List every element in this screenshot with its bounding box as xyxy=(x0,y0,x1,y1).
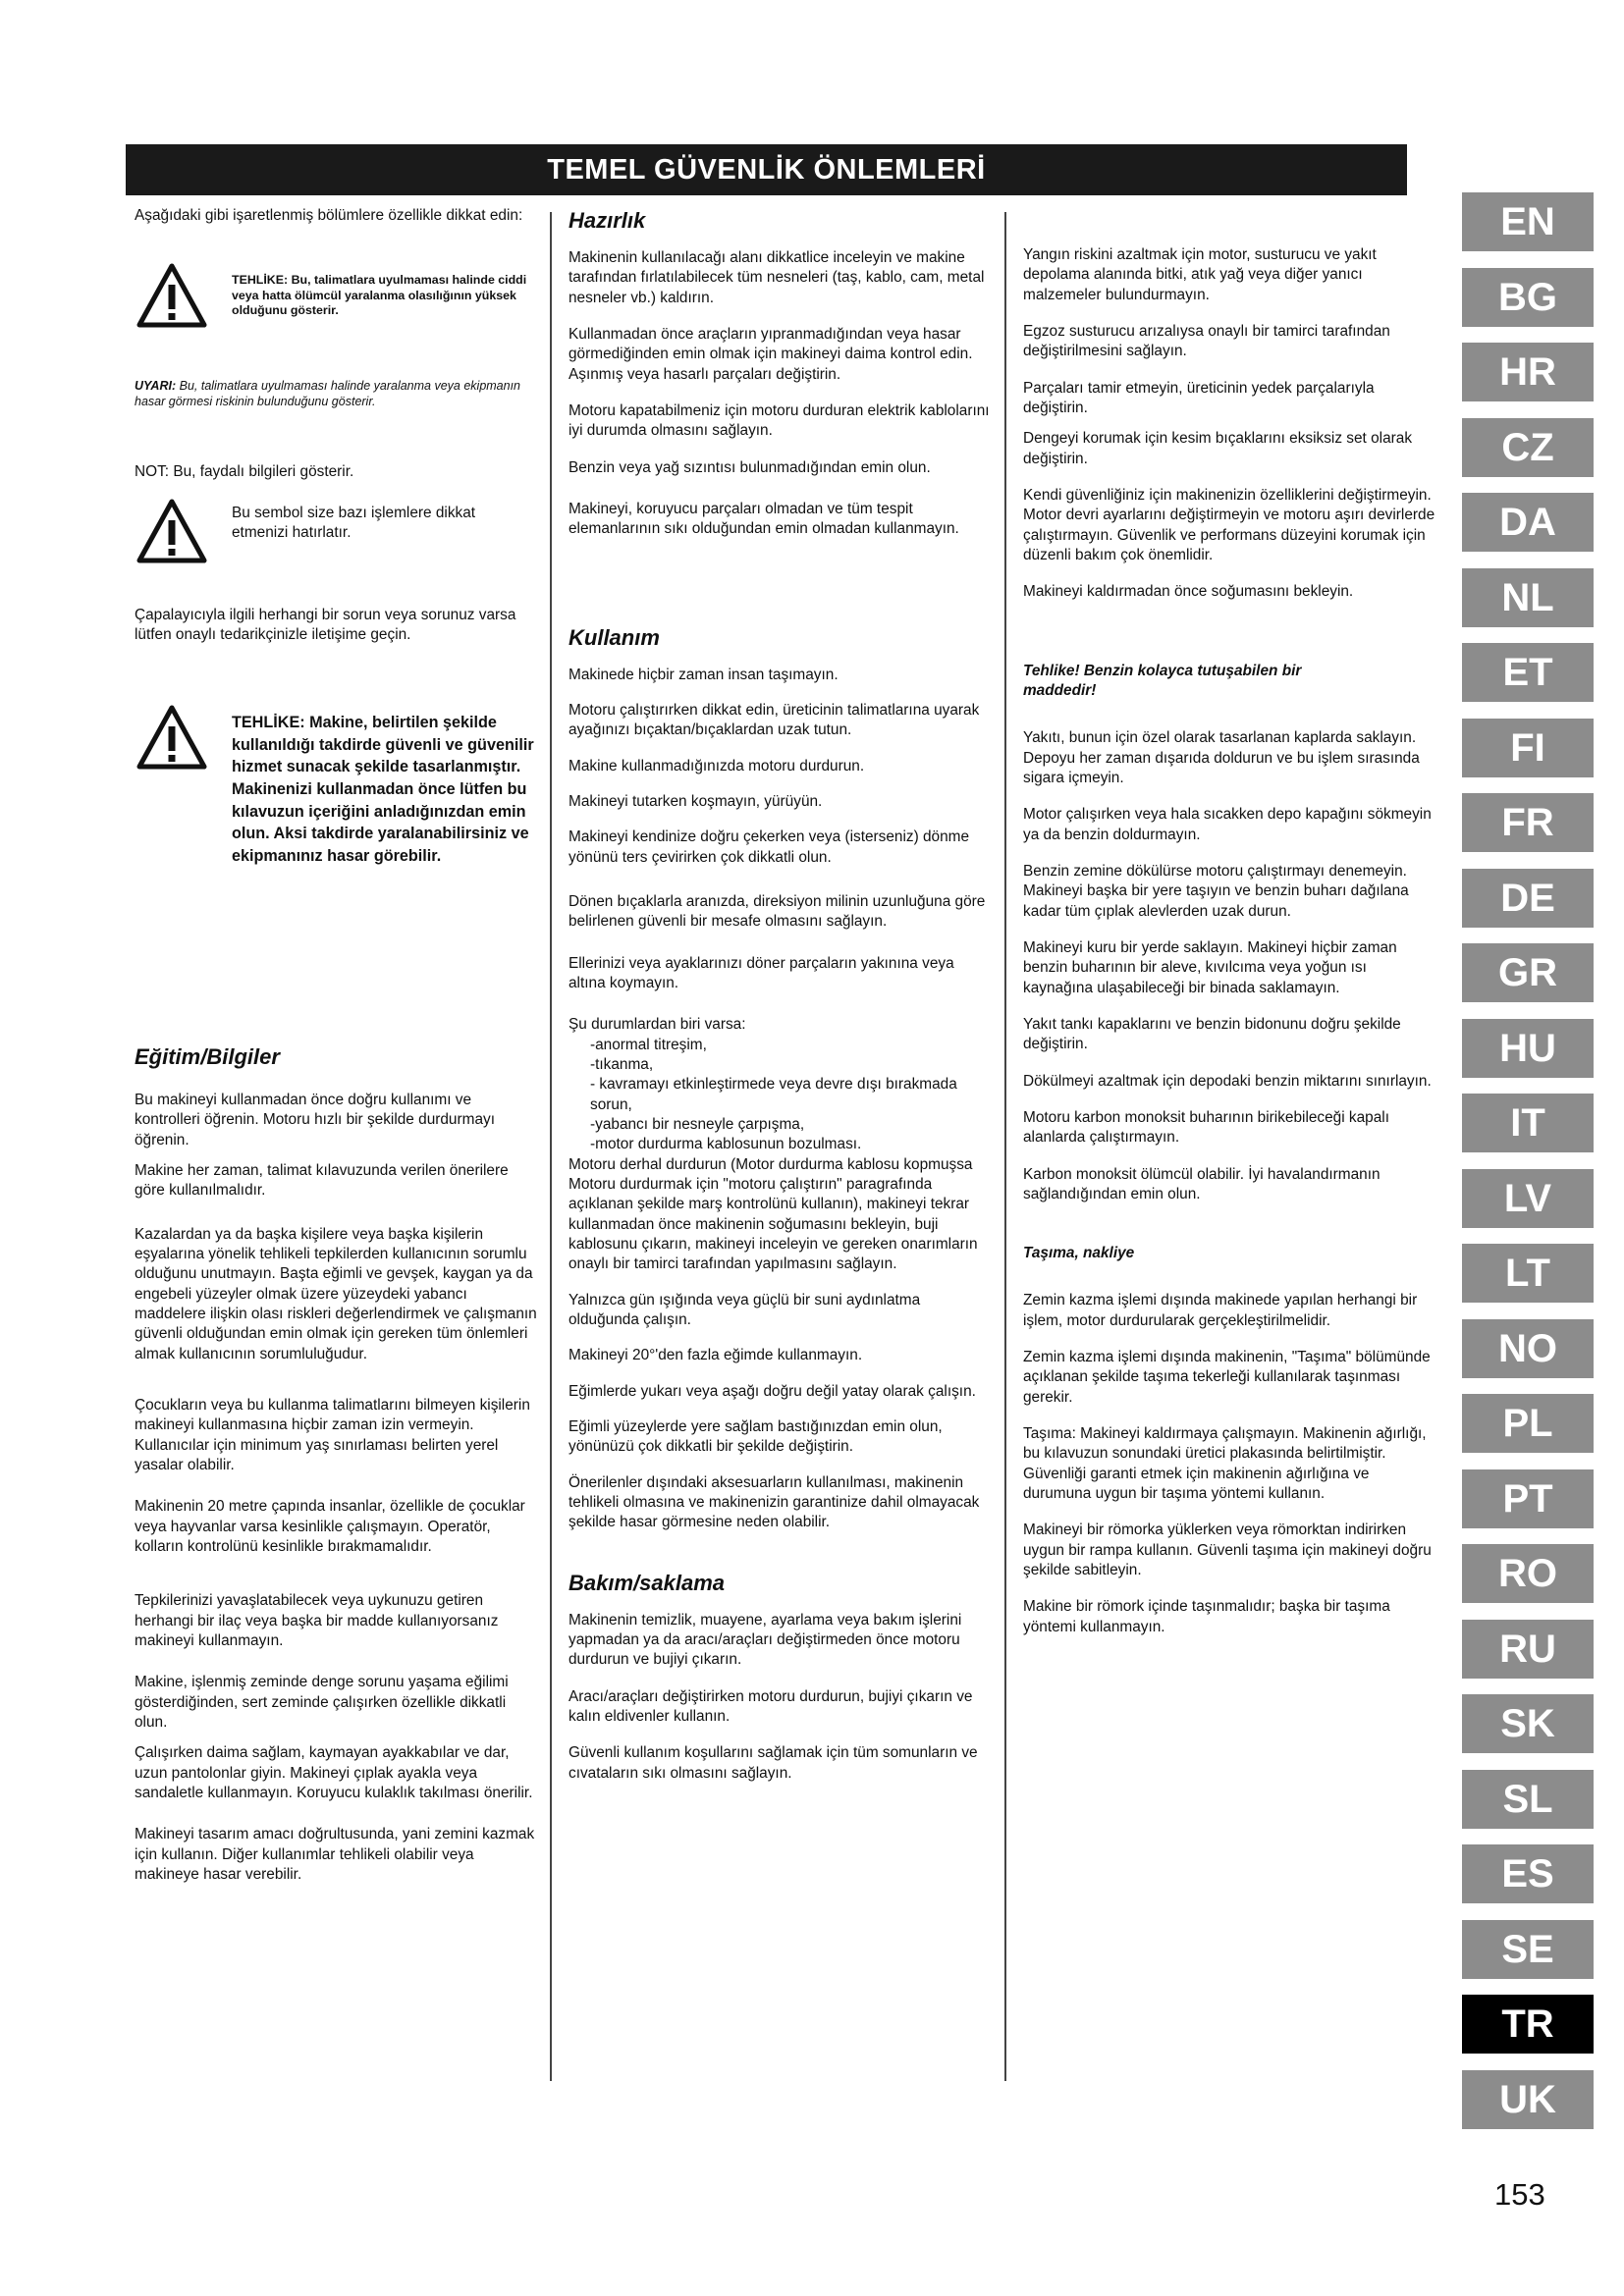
paragraph: Taşıma: Makineyi kaldırmaya çalışmayın. Makinenin ağırlığı, bu kılavuzun sonundaki üretici plakasında belirtilmiştir. Güvenliği garanti etmek için makinenin ağırlığına ve durumuna uygun bir taşıma yöntemi kullanın. xyxy=(1023,1425,1427,1503)
danger-warning-icon xyxy=(136,705,207,770)
paragraph: Bu makineyi kullanmadan önce doğru kullanımı ve kontrolleri öğrenin. Motoru hızlı bir şekilde durdurmayı öğrenin. xyxy=(135,1092,495,1148)
paragraph: Makineyi 20°'den fazla eğimde kullanmayın. xyxy=(568,1347,863,1364)
language-tab-de[interactable]: DE xyxy=(1462,869,1594,928)
paragraph: Eğimlerde yukarı veya aşağı doğru değil yatay olarak çalışın. xyxy=(568,1382,976,1400)
language-tab-lv[interactable]: LV xyxy=(1462,1169,1594,1228)
page-number: 153 xyxy=(1494,2177,1545,2212)
warning-label: UYARI: xyxy=(135,379,177,393)
language-tab-it[interactable]: IT xyxy=(1462,1094,1594,1152)
language-tab-no[interactable]: NO xyxy=(1462,1319,1594,1378)
column-right xyxy=(1023,245,1435,1648)
paragraph: Motoru kapatabilmeniz için motoru durduran elektrik kablolarını iyi durumda olmasını sağlayın. xyxy=(568,402,990,440)
paragraph: Makine bir römork içinde taşınmalıdır; başka bir taşıma yöntemi kullanmayın. xyxy=(1023,1598,1390,1635)
list-item: -tıkanma, xyxy=(590,1055,654,1073)
paragraph: Makinede hiçbir zaman insan taşımayın. xyxy=(568,666,839,683)
column-middle xyxy=(568,206,993,1794)
paragraph: Yakıt tankı kapaklarını ve benzin bidonunu doğru şekilde değiştirin. xyxy=(1023,1015,1401,1053)
list-item: - kavramayı etkinleştirmede veya devre dışı bırakmada sorun, xyxy=(590,1076,957,1113)
fuel-warning: Tehlike! Benzin kolayca tutuşabilen bir maddedir! xyxy=(1023,662,1302,699)
paragraph: Makineyi bir römorka yüklerken veya römorktan indirirken uygun bir rampa kullanın. Güvenli taşıma için makineyi doğru şekilde sabitleyin. xyxy=(1023,1522,1432,1579)
language-tab-se[interactable]: SE xyxy=(1462,1920,1594,1979)
language-tab-en[interactable]: EN xyxy=(1462,192,1594,251)
contact-text: Çapalayıcıyla ilgili herhangi bir sorun veya sorunuz varsa lütfen onaylı tedarikçinizle iletişime geçin. xyxy=(135,607,516,644)
paragraph: Zemin kazma işlemi dışında makinenin, "Taşıma" bölümünde açıklanan şekilde taşıma tekerleği kullanılarak taşınması gerekir. xyxy=(1023,1349,1431,1406)
language-tab-ru[interactable]: RU xyxy=(1462,1620,1594,1679)
maintenance-heading: Bakım/saklama xyxy=(568,1570,725,1595)
list-item: -motor durdurma kablosunun bozulması. xyxy=(590,1136,862,1153)
paragraph: Motoru karbon monoksit buharının birikebileceği kapalı alanlarda çalıştırmayın. xyxy=(1023,1108,1389,1147)
language-tab-tr[interactable]: TR xyxy=(1462,1995,1594,2054)
paragraph: Eğimli yüzeylerde yere sağlam bastığınızdan emin olun, yönünüzü çok dikkatli bir şekilde değiştirin. xyxy=(568,1417,943,1456)
list-item: -anormal titreşim, xyxy=(590,1036,707,1053)
paragraph: Güvenli kullanım koşullarını sağlamak için tüm somunların ve cıvataların sıkı olmasını sağlayın. xyxy=(568,1744,978,1782)
paragraph: Ellerinizi veya ayaklarınızı döner parçaların yakınına veya altına koymayın. xyxy=(568,954,954,991)
paragraph: Makine kullanmadığınızda motoru durdurun. xyxy=(568,757,865,774)
danger-warning-icon xyxy=(136,263,207,328)
paragraph: Dengeyi korumak için kesim bıçaklarını eksiksiz set olarak değiştirin. xyxy=(1023,430,1413,467)
column-divider xyxy=(550,212,552,2081)
language-tab-bg[interactable]: BG xyxy=(1462,268,1594,327)
paragraph: Karbon monoksit ölümcül olabilir. İyi havalandırmanın sağlandığından emin olun. xyxy=(1023,1165,1380,1202)
cases-intro: Şu durumlardan biri varsa: xyxy=(568,1016,746,1034)
paragraph: Benzin veya yağ sızıntısı bulunmadığından emin olun. xyxy=(568,458,931,476)
paragraph: Makineyi tutarken koşmayın, yürüyün. xyxy=(568,792,823,810)
transport-heading: Taşıma, nakliye xyxy=(1023,1245,1135,1262)
language-tab-ro[interactable]: RO xyxy=(1462,1544,1594,1603)
paragraph: Makine her zaman, talimat kılavuzunda verilen önerilere göre kullanılmalıdır. xyxy=(135,1162,509,1200)
paragraph: Benzin zemine dökülürse motoru çalıştırmayı denemeyin. Makineyi başka bir yere taşıyın ve benzin buharı dağılana kadar tüm çıplak alevlerden uzak durun. xyxy=(1023,862,1409,920)
paragraph: Makinenin 20 metre çapında insanlar, özellikle de çocuklar veya hayvanlar varsa kesinlikle çalışmayın. Operatör, kolların kontrolünü kesinlikle bırakmamalıdır. xyxy=(135,1498,525,1555)
caution-icon xyxy=(136,499,207,563)
cases-list xyxy=(568,1036,993,1155)
paragraph: Kullanmadan önce araçların yıpranmadığından veya hasar görmediğinden emin olmak için makineyi daima kontrol edin. Aşınmış veya hasarlı parçaları değiştirin. xyxy=(568,326,973,383)
language-tab-fi[interactable]: FI xyxy=(1462,719,1594,777)
language-tab-hu[interactable]: HU xyxy=(1462,1019,1594,1078)
symbol-definition: Bu sembol size bazı işlemlere dikkat etmenizi hatırlatır. xyxy=(232,505,476,542)
preparation-heading: Hazırlık xyxy=(568,208,646,233)
paragraph: Makineyi, koruyucu parçaları olmadan ve tüm tespit elemanlarının sıkı olduğundan emin olmadan kullanmayın. xyxy=(568,500,959,538)
language-tabs xyxy=(1462,192,1595,2145)
paragraph: Makinenin kullanılacağı alanı dikkatlice inceleyin ve makine tarafından fırlatılabilecek tüm nesneleri (taş, kablo, cam, metal nesneler vb.) kaldırın. xyxy=(568,249,985,306)
use-heading: Kullanım xyxy=(568,624,660,650)
page-title: TEMEL GÜVENLİK ÖNLEMLERİ xyxy=(126,144,1407,195)
language-tab-da[interactable]: DA xyxy=(1462,493,1594,552)
warning-text: Bu, talimatlara uyulmaması halinde yaralanma veya ekipmanın hasar görmesi riskinin bulunduğunu gösterir. xyxy=(135,379,521,408)
warning-definition xyxy=(135,379,527,409)
paragraph: Önerilenler dışındaki aksesuarların kullanılması, makinenin tehlikeli olmasına ve makinenizin garantinize dahil olmayacak şekilde hasar görmesine neden olabilir. xyxy=(568,1473,980,1531)
paragraph: Yakıtı, bunun için özel olarak tasarlanan kaplarda saklayın. Depoyu her zaman dışarıda doldurun ve bu işlem sırasında sigara içmeyin. xyxy=(1023,729,1420,786)
language-tab-pt[interactable]: PT xyxy=(1462,1469,1594,1528)
language-tab-cz[interactable]: CZ xyxy=(1462,418,1594,477)
paragraph: Kazalardan ya da başka kişilere veya başka kişilerin eşyalarına yönelik tehlikeli tepkilerden kullanıcının sorumlu olduğunu unutmayın. Başta eğimli ve gevşek, kaygan ya da engebeli yüzeyler olmak üzere yüzeydeki yabancı maddelere ilişkin olası riskleri değerlendirmek ve çalışmanın güvenli olduğundan emin olmak için gereken tüm önlemleri almak kullanıcının sorumluluğudur. xyxy=(135,1225,537,1362)
paragraph: Çocukların veya bu kullanma talimatlarını bilmeyen kişilerin makineyi kullanmasına hiçbir zaman izin vermeyin. Kullanıcılar için minimum yaş sınırlaması belirten yerel yasalar olabilir. xyxy=(135,1396,530,1473)
language-tab-pl[interactable]: PL xyxy=(1462,1394,1594,1453)
paragraph: Motor çalışırken veya hala sıcakken depo kapağını sökmeyin ya da benzin doldurmayın. xyxy=(1023,806,1432,843)
column-divider xyxy=(1004,212,1006,2081)
language-tab-sk[interactable]: SK xyxy=(1462,1694,1594,1753)
danger-main-notice: TEHLİKE: Makine, belirtilen şekilde kullanıldığı takdirde güvenli ve güvenilir hizmet sunacak şekilde tasarlanmıştır. Makinenizi kullanmadan önce lütfen bu kılavuzun içeriğini anladığınızdan emin olun. Aksi takdirde yaralanabilirsiniz ve ekipmanınız hasar görebilir. xyxy=(232,714,534,866)
language-tab-hr[interactable]: HR xyxy=(1462,343,1594,401)
paragraph: Dönen bıçaklarla aranızda, direksiyon milinin uzunluğuna göre belirlenen güvenli bir mesafe olmasını sağlayın. xyxy=(568,892,986,931)
language-tab-gr[interactable]: GR xyxy=(1462,943,1594,1002)
paragraph: Yalnızca gün ışığında veya güçlü bir suni aydınlatma olduğunda çalışın. xyxy=(568,1291,921,1328)
paragraph: Makineyi kaldırmadan önce soğumasını bekleyin. xyxy=(1023,583,1354,601)
list-item: -yabancı bir nesneyle çarpışma, xyxy=(590,1115,805,1133)
language-tab-nl[interactable]: NL xyxy=(1462,568,1594,627)
paragraph: Tepkilerinizi yavaşlatabilecek veya uykunuzu getiren herhangi bir ilaç veya başka bir madde kullanıyorsanız makineyi kullanmayın. xyxy=(135,1592,499,1649)
danger-definition: TEHLİKE: Bu, talimatlara uyulmaması halinde ciddi veya hatta ölümcül yaralanma olasılığının yüksek olduğunu gösterir. xyxy=(232,273,527,317)
paragraph: Motoru derhal durdurun (Motor durdurma kablosu kopmuşsa Motoru durdurmak için "motoru çalıştırın" paragrafında açıklanan şekilde marş kontrolünü kullanın), makineyi tekrar kullanmadan önce makinenin soğumasını bekleyin, buji kablosunu çıkarın, makineyi inceleyin ve gereken onarımların onaylı bir tamirci tarafından yapılmasını sağlayın. xyxy=(568,1155,978,1273)
intro-text: Aşağıdaki gibi işaretlenmiş bölümlere özellikle dikkat edin: xyxy=(135,207,523,224)
language-tab-sl[interactable]: SL xyxy=(1462,1770,1594,1829)
language-tab-lt[interactable]: LT xyxy=(1462,1244,1594,1303)
paragraph: Makineyi kendinize doğru çekerken veya (isterseniz) dönme yönünü ters çevirirken çok dikkatli olun. xyxy=(568,828,970,866)
column-left xyxy=(135,206,537,237)
paragraph: Makineyi kuru bir yerde saklayın. Makineyi hiçbir zaman benzin buharının bir aleve, kıvılcıma veya yoğun ısı kaynağına ulaşabileceği bir binada saklamayın. xyxy=(1023,938,1397,996)
paragraph: Makinenin temizlik, muayene, ayarlama veya bakım işlerini yapmadan ya da aracı/araçları değiştirmeden önce motoru durdurun ve bujiyi çıkarın. xyxy=(568,1611,962,1669)
paragraph: Dökülmeyi azaltmak için depodaki benzin miktarını sınırlayın. xyxy=(1023,1072,1432,1090)
language-tab-uk[interactable]: UK xyxy=(1462,2070,1594,2129)
language-tab-es[interactable]: ES xyxy=(1462,1844,1594,1903)
training-heading: Eğitim/Bilgiler xyxy=(135,1044,280,1069)
training-section xyxy=(135,1042,537,1896)
paragraph: Aracı/araçları değiştirirken motoru durdurun, bujiyi çıkarın ve kalın eldivenler kullanın. xyxy=(568,1687,973,1725)
paragraph: Parçaları tamir etmeyin, üreticinin yedek parçalarıyla değiştirin. xyxy=(1023,379,1375,416)
paragraph: Zemin kazma işlemi dışında makinede yapılan herhangi bir işlem, motor durdurularak gerçekleştirilmelidir. xyxy=(1023,1292,1418,1329)
paragraph: Makineyi tasarım amacı doğrultusunda, yani zemini kazmak için kullanın. Diğer kullanımlar tehlikeli olabilir veya makineye hasar verebilir. xyxy=(135,1826,535,1883)
note-definition: NOT: Bu, faydalı bilgileri gösterir. xyxy=(135,463,354,480)
paragraph: Yangın riskini azaltmak için motor, susturucu ve yakıt depolama alanında bitki, atık yağ veya diğer yanıcı malzemeler bulundurmayın. xyxy=(1023,246,1377,303)
paragraph: Çalışırken daima sağlam, kaymayan ayakkabılar ve dar, uzun pantolonlar giyin. Makineyi çıplak ayakla veya sandaletle kullanmayın. Koruyucu kulaklık takılması önerilir. xyxy=(135,1744,533,1801)
paragraph: Egzoz susturucu arızalıysa onaylı bir tamirci tarafından değiştirilmesini sağlayın. xyxy=(1023,322,1390,360)
language-tab-fr[interactable]: FR xyxy=(1462,793,1594,852)
paragraph: Motoru çalıştırırken dikkat edin, üreticinin talimatlarına uyarak ayağınızı bıçaktan/bıçaklardan uzak tutun. xyxy=(568,702,980,739)
paragraph: Makine, işlenmiş zeminde denge sorunu yaşama eğilimi gösterdiğinden, sert zeminde çalışırken özellikle dikkatli olun. xyxy=(135,1674,509,1731)
language-tab-et[interactable]: ET xyxy=(1462,643,1594,702)
paragraph: Kendi güvenliğiniz için makinenizin özelliklerini değiştirmeyin. Motor devri ayarlarını değiştirmeyin ve motoru aşırı devirlerde çalıştırmayın. Güvenlik ve performans düzeyini korumak için düzenli bakım çok önemlidir. xyxy=(1023,486,1435,563)
